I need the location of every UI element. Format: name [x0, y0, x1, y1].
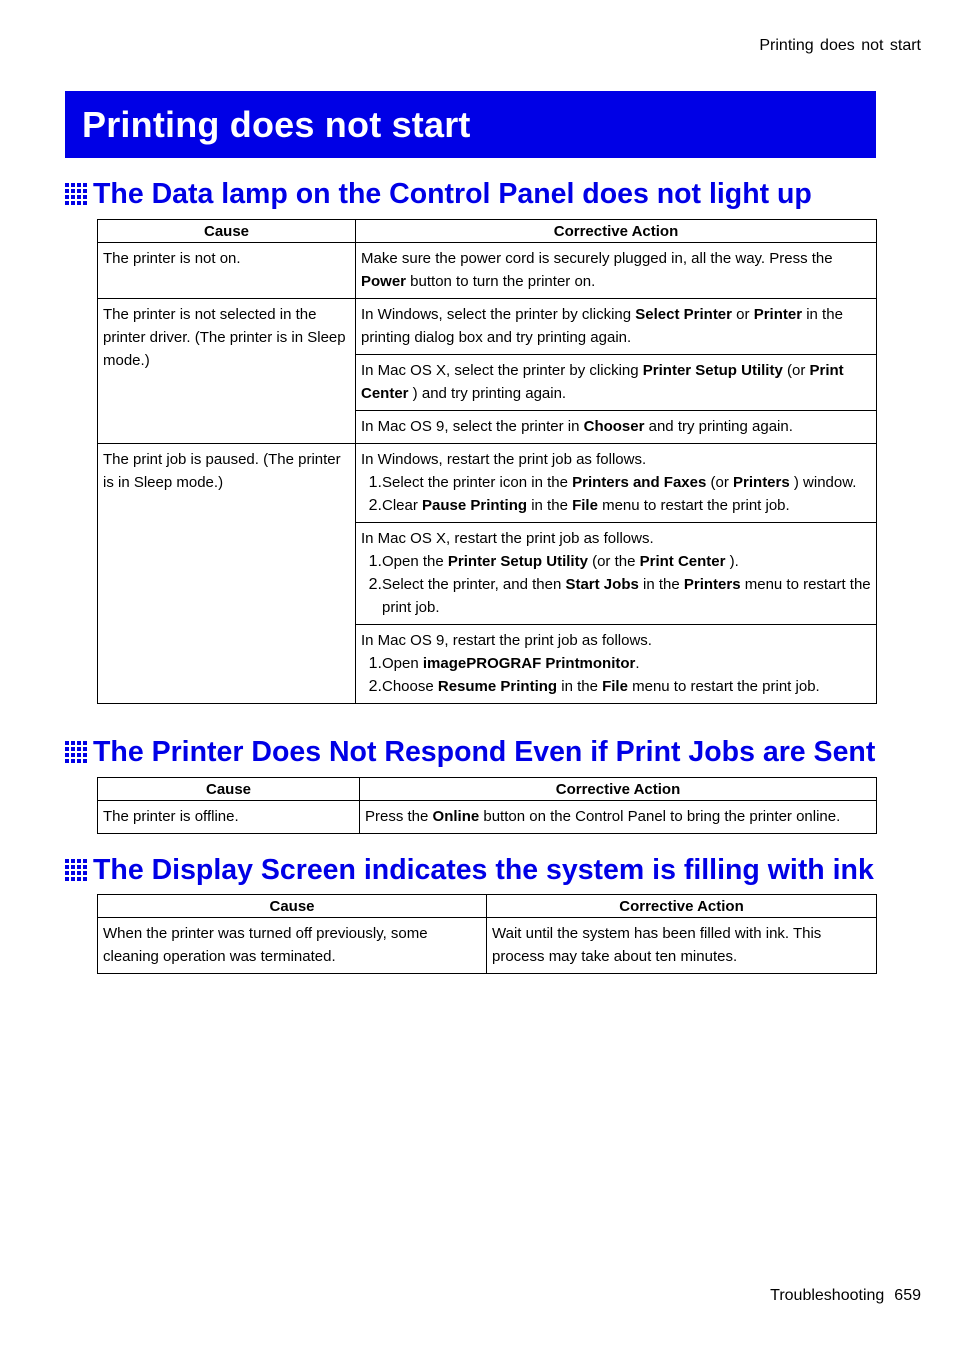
- list-item: 2. Choose Resume Printing in the File menu to restart the print job.: [368, 678, 820, 695]
- table-header-row: [98, 778, 877, 801]
- grid-bullet-icon: [65, 741, 87, 763]
- section-heading-data-lamp: [65, 177, 812, 211]
- action-cell: Wait until the system has been filled with ink. This process may take about ten minutes.: [487, 918, 877, 974]
- table-row: [98, 444, 877, 523]
- section-heading-text: The Display Screen indicates the system is filling with ink: [93, 853, 874, 886]
- action-cell: In Windows, select the printer by clicking Select Printer or Printer in the printing dialog box and try printing again.: [356, 299, 877, 355]
- column-header-action: Corrective Action: [356, 220, 877, 243]
- action-cell: In Mac OS 9, select the printer in Chooser and try printing again.: [356, 411, 877, 444]
- cause-cell: The printer is offline.: [98, 801, 360, 834]
- page-footer: [760, 1287, 921, 1305]
- action-intro: In Mac OS X, restart the print job as follows.: [361, 530, 654, 547]
- table-row: [98, 918, 877, 974]
- footer-section: Troubleshooting: [770, 1287, 885, 1304]
- table-no-response: [97, 777, 877, 834]
- column-header-cause: Cause: [98, 778, 360, 801]
- column-header-cause: Cause: [98, 895, 487, 918]
- grid-bullet-icon: [65, 183, 87, 205]
- action-cell: Press the Online button on the Control Panel to bring the printer online.: [360, 801, 877, 834]
- column-header-cause: Cause: [98, 220, 356, 243]
- cause-cell: The printer is not on.: [98, 243, 356, 299]
- list-item: 1. Open the Printer Setup Utility (or the Print Center ).: [368, 553, 739, 570]
- action-cell: [356, 523, 877, 625]
- table-data-lamp: [97, 219, 877, 704]
- action-cell: [356, 444, 877, 523]
- page-title: Printing does not start: [82, 104, 471, 145]
- cause-cell: When the printer was turned off previously, some cleaning operation was terminated.: [98, 918, 487, 974]
- grid-bullet-icon: [65, 859, 87, 881]
- action-cell: [356, 625, 877, 704]
- running-header: Printing does not start: [759, 37, 921, 54]
- page-number: 659: [894, 1287, 921, 1304]
- column-header-action: Corrective Action: [487, 895, 877, 918]
- table-row: [98, 243, 877, 299]
- action-cell: Make sure the power cord is securely plugged in, all the way. Press the Power button to turn the printer on.: [356, 243, 877, 299]
- section-heading-text: The Data lamp on the Control Panel does not light up: [93, 177, 812, 210]
- action-intro: In Mac OS 9, restart the print job as follows.: [361, 632, 652, 649]
- action-cell: In Mac OS X, select the printer by clicking Printer Setup Utility (or Print Center ) and try printing again.: [356, 355, 877, 411]
- section-heading-filling-ink: [65, 853, 874, 887]
- table-header-row: [98, 220, 877, 243]
- table-row: [98, 299, 877, 355]
- list-item: 2. Select the printer, and then Start Jobs in the Printers menu to restart the print job.: [368, 576, 871, 616]
- list-item: 1. Select the printer icon in the Printers and Faxes (or Printers ) window.: [368, 474, 857, 491]
- section-heading-text: The Printer Does Not Respond Even if Print Jobs are Sent: [93, 735, 876, 768]
- table-header-row: [98, 895, 877, 918]
- column-header-action: Corrective Action: [360, 778, 877, 801]
- page-title-bar: [65, 91, 876, 158]
- table-filling-ink: [97, 894, 877, 974]
- list-item: 1. Open imagePROGRAF Printmonitor.: [368, 655, 640, 672]
- cause-cell: The print job is paused. (The printer is in Sleep mode.): [98, 444, 356, 704]
- list-item: 2. Clear Pause Printing in the File menu to restart the print job.: [368, 497, 790, 514]
- table-row: [98, 801, 877, 834]
- cause-cell: The printer is not selected in the printer driver. (The printer is in Sleep mode.): [98, 299, 356, 444]
- action-intro: In Windows, restart the print job as follows.: [361, 451, 647, 468]
- section-heading-no-response: [65, 735, 875, 769]
